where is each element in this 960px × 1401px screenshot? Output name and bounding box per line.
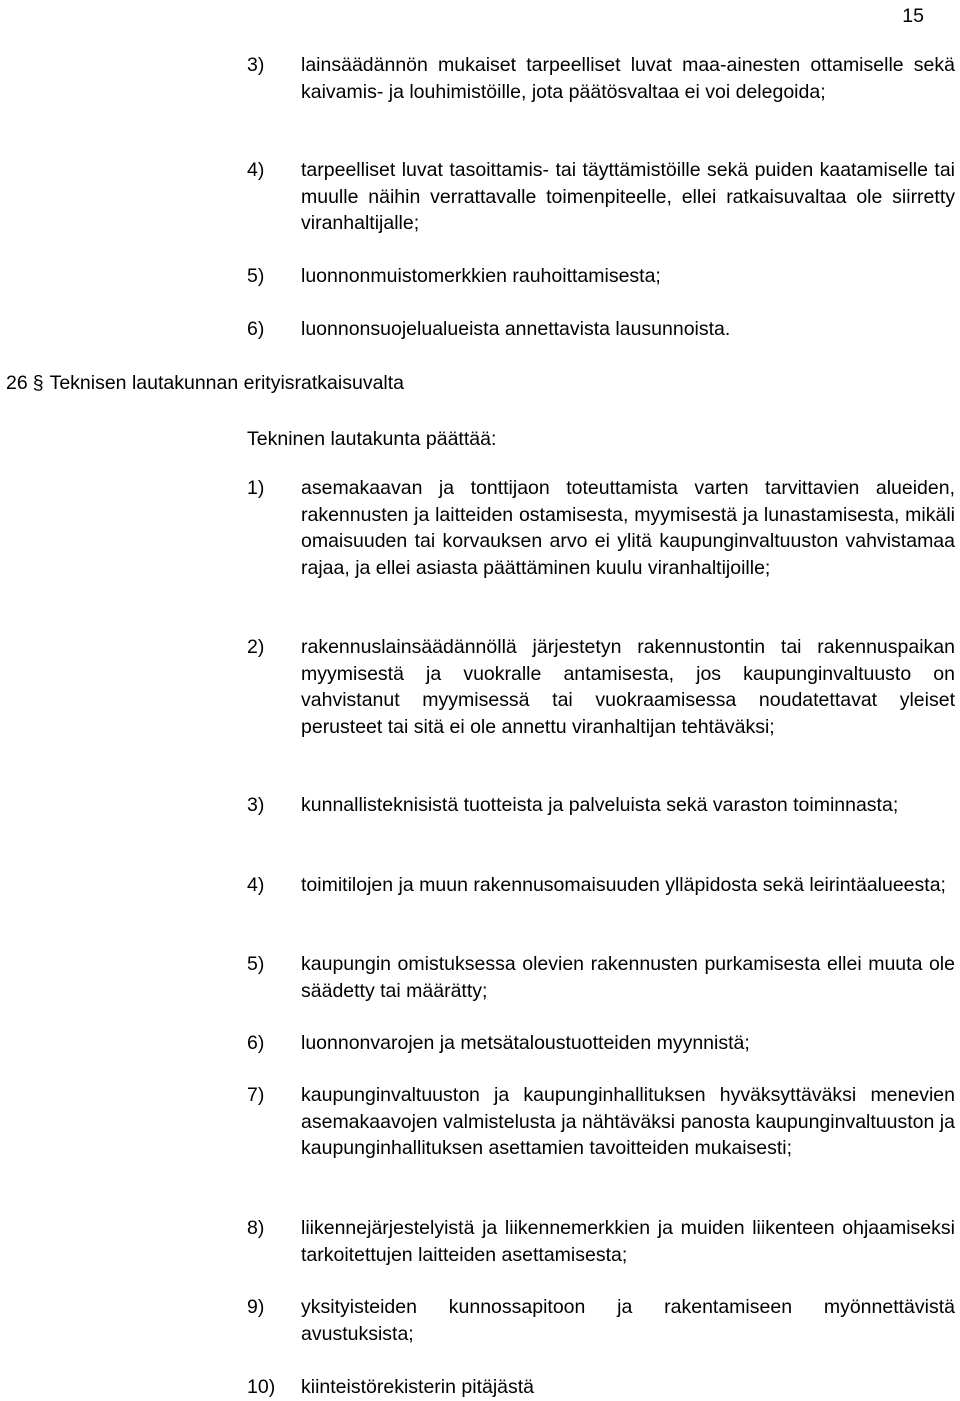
list-item-number: 4) (247, 159, 265, 181)
list-item-number: 5) (247, 265, 265, 287)
list-item (247, 1082, 955, 1162)
list-item (247, 1294, 955, 1347)
list-item-text: toimitilojen ja muun rakennusomaisuuden ylläpidosta sekä leirintäalueesta; (301, 874, 946, 896)
list-item (247, 1215, 955, 1268)
list-item (247, 792, 955, 819)
section-number: 26 (6, 372, 28, 394)
list-item-number: 6) (247, 1032, 265, 1054)
list-item (247, 1374, 955, 1401)
list-item-text: luonnonvarojen ja metsätaloustuotteiden myynnistä; (301, 1032, 750, 1054)
list-item-text: yksityisteiden kunnossapitoon ja rakentamiseen myönnettävistä avustuksista; (301, 1296, 955, 1345)
list-item-text: luonnonmuistomerkkien rauhoittamisesta; (301, 265, 661, 287)
list-item-text: rakennuslainsäädännöllä järjestetyn rakennustontin tai rakennuspaikan myymisestä ja vuokralle antamisesta, jos kaupunginvaltuusto on vahvistanut myymisessä tai vuokraamisessa noudatettavat yleiset perusteet tai sitä ei ole annettu viranhaltijan tehtäväksi; (301, 636, 955, 738)
page-number: 15 (902, 5, 924, 27)
list-item (247, 951, 955, 1004)
list-item-number: 3) (247, 794, 265, 816)
section-heading (6, 370, 404, 397)
list-item-text: kaupunginvaltuuston ja kaupunginhallituksen hyväksyttäväksi menevien asemakaavojen valmistelusta ja nähtäväksi panosta kaupunginvaltuuston ja kaupunginhallituksen asettamien tavoitteiden mukaisesti; (301, 1084, 955, 1159)
list-item-number: 9) (247, 1296, 265, 1318)
list-item-number: 4) (247, 874, 265, 896)
list-item-text: asemakaavan ja tonttijaon toteuttamista varten tarvittavien alueiden, rakennusten ja laitteiden ostamisesta, myymisestä ja lunastamisesta, mikäli omaisuuden tai korvauksen arvo ei ylitä kaupunginvaltuuston vahvistamaa rajaa, ja ellei asiasta päättäminen kuulu viranhaltijoille; (301, 477, 955, 579)
list-item-number: 5) (247, 953, 265, 975)
intro-text: Tekninen lautakunta päättää: (247, 428, 497, 450)
list-item (247, 872, 955, 899)
list-item-number: 7) (247, 1084, 265, 1106)
list-item-text: liikennejärjestelyistä ja liikennemerkkien ja muiden liikenteen ohjaamiseksi tarkoitettujen laitteiden asettamisesta; (301, 1217, 955, 1266)
section-sign-icon: § (32, 372, 44, 394)
list-item (247, 52, 955, 105)
list-item (247, 316, 955, 343)
list-item-number: 6) (247, 318, 265, 340)
list-item (247, 263, 955, 290)
list-item-text: kunnallisteknisistä tuotteista ja palveluista sekä varaston toiminnasta; (301, 794, 899, 816)
list-item (247, 475, 955, 581)
list-item-text: kiinteistörekisterin pitäjästä (301, 1376, 535, 1398)
list-item (247, 157, 955, 237)
list-item-text: luonnonsuojelualueista annettavista lausunnoista. (301, 318, 731, 340)
list-item-number: 8) (247, 1217, 265, 1239)
list-item-number: 2) (247, 636, 265, 658)
list-item (247, 634, 955, 740)
list-item-text: kaupungin omistuksessa olevien rakennusten purkamisesta ellei muuta ole säädetty tai määrätty; (301, 953, 955, 1002)
list-item-text: tarpeelliset luvat tasoittamis- tai täyttämistöille sekä puiden kaatamiselle tai muulle näihin verrattavalle toimenpiteelle, ellei ratkaisuvaltaa ole siirretty viranhaltijalle; (301, 159, 955, 234)
list-item-number: 3) (247, 54, 265, 76)
section-title: Teknisen lautakunnan erityisratkaisuvalta (49, 372, 405, 394)
list-item-number: 1) (247, 477, 265, 499)
list-item (247, 1030, 955, 1057)
list-item-number: 10) (247, 1376, 276, 1398)
list-item-text: lainsäädännön mukaiset tarpeelliset luvat maa-ainesten ottamiselle sekä kaivamis- ja louhimistöille, jota päätösvaltaa ei voi delegoida; (301, 54, 955, 103)
